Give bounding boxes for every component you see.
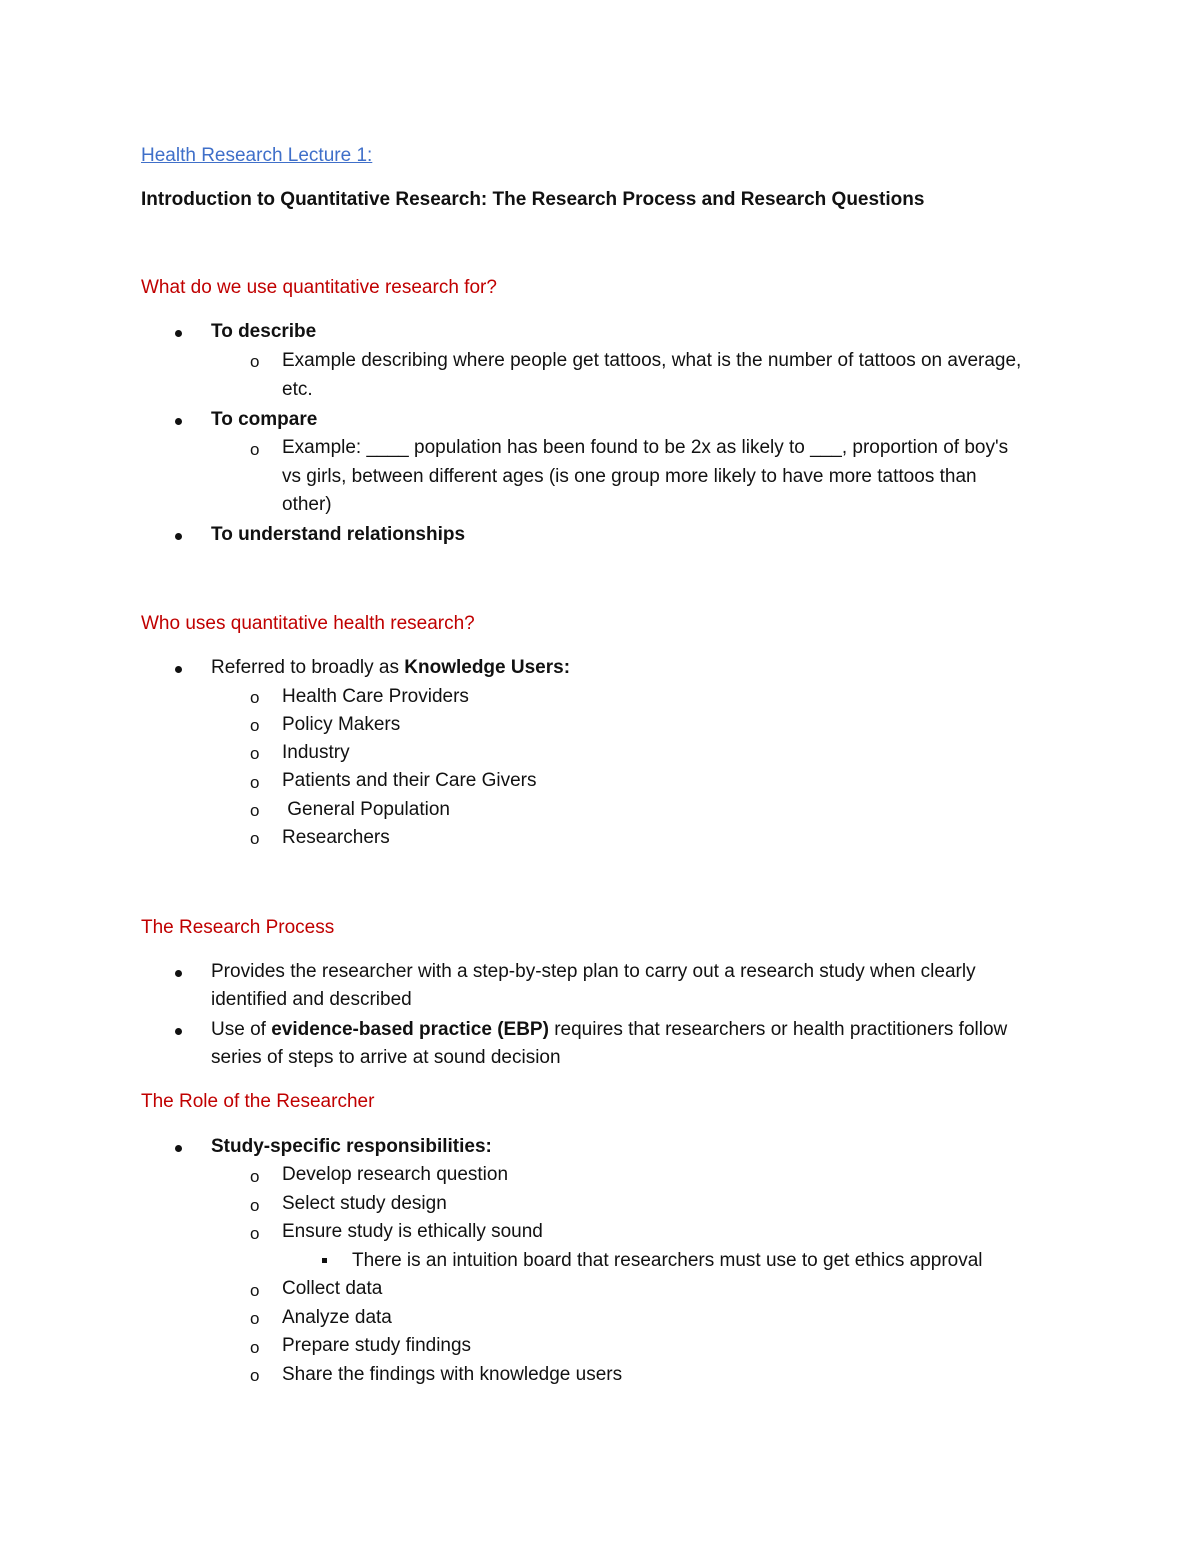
list-subsubitem: There is an intuition board that researchers must use to get ethics approval (352, 1250, 983, 1271)
list-subitem: Share the findings with knowledge users (282, 1364, 623, 1385)
list-subitem: Ensure study is ethically sound (282, 1221, 543, 1242)
section-heading-who: Who uses quantitative health research? (141, 613, 475, 634)
ebp-pre: Use of (211, 1019, 272, 1040)
ebp-term: evidence-based practice (EBP) (271, 1019, 549, 1040)
list-item: To compare (211, 409, 318, 430)
list-item-cont: identified and described (211, 989, 412, 1010)
list-subitem: Prepare study findings (282, 1335, 472, 1356)
sub-bullet-icon: o (250, 744, 260, 763)
sub-bullet-icon: o (250, 1196, 260, 1215)
sub-bullet-icon: o (250, 773, 260, 792)
lecture-title[interactable]: Health Research Lecture 1: (141, 145, 373, 166)
sub-bullet-icon: o (250, 1167, 260, 1186)
list-subitem-cont: other) (282, 494, 332, 515)
list-subitem: Select study design (282, 1193, 447, 1214)
section-heading-uses: What do we use quantitative research for? (141, 277, 497, 298)
bullet-icon (175, 1145, 182, 1152)
intro-text: Referred to broadly as (211, 657, 405, 678)
list-subitem: Patients and their Care Givers (282, 770, 537, 791)
page-subtitle: Introduction to Quantitative Research: The Research Process and Research Questions (141, 189, 925, 210)
list-subitem-cont: vs girls, between different ages (is one group more likely to have more tattoos than (282, 466, 977, 487)
list-subitem: Health Care Providers (282, 686, 469, 707)
list-subitem-cont: etc. (282, 379, 313, 400)
sub-bullet-icon: o (250, 829, 260, 848)
bullet-icon (175, 970, 182, 977)
list-subitem: Analyze data (282, 1307, 392, 1328)
bullet-icon (175, 666, 182, 673)
square-bullet-icon (322, 1258, 327, 1263)
ebp-post: requires that researchers or health practitioners follow (548, 1019, 1008, 1040)
bullet-icon (175, 330, 182, 337)
list-subitem: Collect data (282, 1278, 383, 1299)
list-item: Study-specific responsibilities: (211, 1136, 492, 1157)
list-subitem: Industry (282, 742, 350, 763)
sub-bullet-icon: o (250, 1309, 260, 1328)
sub-bullet-icon: o (250, 1224, 260, 1243)
sub-bullet-icon: o (250, 1366, 260, 1385)
section-heading-process: The Research Process (141, 917, 335, 938)
list-subitem: Policy Makers (282, 714, 401, 735)
list-item: To describe (211, 321, 317, 342)
list-item: To understand relationships (211, 524, 466, 545)
section-heading-role: The Role of the Researcher (141, 1091, 375, 1112)
list-subitem: Example describing where people get tattoos, what is the number of tattoos on average, (282, 350, 1022, 371)
list-item-cont: series of steps to arrive at sound decision (211, 1047, 561, 1068)
list-subitem: Example: ____ population has been found to be 2x as likely to ___, proportion of boy's (282, 437, 1009, 458)
sub-bullet-icon: o (250, 440, 260, 459)
sub-bullet-icon: o (250, 352, 260, 371)
knowledge-users-label: Knowledge Users: (404, 657, 571, 678)
list-subitem: Develop research question (282, 1164, 509, 1185)
sub-bullet-icon: o (250, 1338, 260, 1357)
sub-bullet-icon: o (250, 716, 260, 735)
sub-bullet-icon: o (250, 688, 260, 707)
bullet-icon (175, 533, 182, 540)
sub-bullet-icon: o (250, 1281, 260, 1300)
list-item (211, 657, 570, 679)
list-subitem: Researchers (282, 827, 390, 848)
sub-bullet-icon: o (250, 801, 260, 820)
list-item: Provides the researcher with a step-by-step plan to carry out a research study when clearly (211, 961, 976, 982)
list-subitem: General Population (282, 799, 450, 820)
bullet-icon (175, 1028, 182, 1035)
bullet-icon (175, 418, 182, 425)
list-item (211, 1019, 1007, 1041)
